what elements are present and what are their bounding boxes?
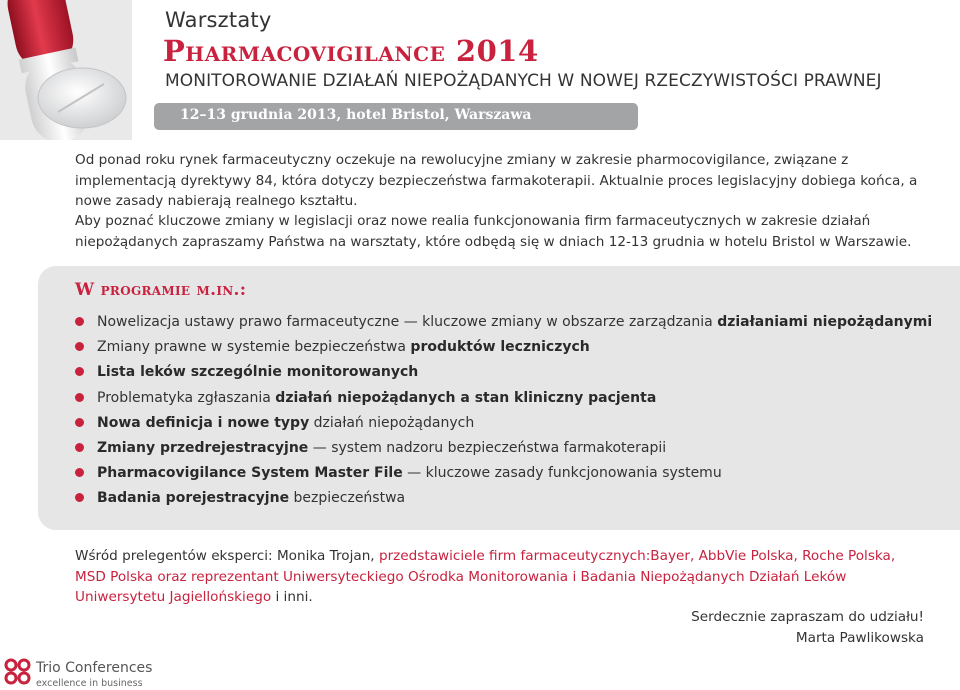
- list-item: [75, 463, 935, 488]
- item-text: bezpieczeństwa: [289, 490, 406, 507]
- list-item: [75, 312, 935, 337]
- speakers-paragraph: [75, 546, 927, 608]
- bullet-icon: [75, 493, 84, 502]
- logo-tagline: excellence in business: [36, 678, 143, 689]
- bullet-icon: [75, 367, 84, 376]
- date-location-bar: [154, 103, 638, 130]
- item-highlight: Nowa definicja i nowe typy: [97, 414, 310, 431]
- bullet-icon: [75, 443, 84, 452]
- program-list: [75, 312, 935, 514]
- item-highlight: Pharmacovigilance System Master File: [97, 465, 403, 482]
- program-heading: W programie m.in.:: [75, 280, 247, 300]
- item-text: — system nadzoru bezpieczeństwa farmakoterapii: [308, 439, 667, 456]
- item-text: działań niepożądanych: [309, 414, 475, 431]
- logo-name: Trio Conferences: [36, 660, 153, 676]
- page-title: Pharmacovigilance 2014: [163, 34, 539, 68]
- bullet-icon: [75, 468, 84, 477]
- trio-logo-mark-icon: [4, 658, 32, 686]
- item-text: Nowelizacja ustawy prawo farmaceutyczne — kluczowe zmiany w obszarze zarządzania: [97, 314, 718, 330]
- item-text: Zmiany prawne w systemie bezpieczeństwa: [97, 339, 411, 356]
- bullet-icon: [75, 418, 84, 427]
- item-highlight: Zmiany przedrejestracyjne: [97, 439, 309, 456]
- list-item: [75, 362, 935, 387]
- capsule-pill-image: [0, 0, 132, 140]
- signature-name: Marta Pawlikowska: [795, 629, 924, 646]
- bullet-icon: [75, 393, 84, 402]
- item-highlight: Badania porejestracyjne: [97, 490, 290, 507]
- bullet-icon: [75, 317, 84, 326]
- date-location-text: 12–13 grudnia 2013, hotel Bristol, Warszawa: [180, 107, 532, 123]
- intro-paragraph-1: Od ponad roku rynek farmaceutyczny oczekuje na rewolucyjne zmiany w zakresie pharmocovigilance, związane z implementacją dyrektywy 84, która dotyczy bezpieczeństwa farmakoterapii. Aktualnie proces legislacyjny dobiega końca, a nowe zasady nabierają realnego kształtu.: [75, 152, 918, 209]
- speakers-tail: i inni.: [271, 589, 313, 605]
- list-item: [75, 337, 935, 362]
- page-subtitle: MONITOROWANIE DZIAŁAŃ NIEPOŻĄDANYCH W NOWEJ RZECZYWISTOŚCI PRAWNEJ: [165, 71, 882, 91]
- list-item: [75, 388, 935, 413]
- list-item: [75, 488, 935, 513]
- speakers-highlight: przedstawiciele firm farmaceutycznych:Bayer, AbbVie Polska, Roche Polska, MSD Polska oraz reprezentant Uniwersyteckiego Ośrodka Monitorowania i Badania Niepożądanych Działań Leków Uniwersytetu Jagiellońskiego: [75, 548, 896, 605]
- list-item: [75, 413, 935, 438]
- list-item: [75, 438, 935, 463]
- closing-signature: [691, 607, 924, 648]
- intro-paragraph-2: Aby poznać kluczowe zmiany w legislacji oraz nowe realia funkcjonowania firm farmaceutycznych w zakresie działań niepożądanych zapraszamy Państwa na warsztaty, które odbędą się w dniach 12-13 grudnia w hotelu Bristol w Warszawie.: [75, 213, 912, 250]
- item-highlight: działań niepożądanych a stan kliniczny pacjenta: [275, 389, 657, 406]
- event-type: Warsztaty: [165, 8, 272, 32]
- speakers-lead: Wśród prelegentów eksperci: Monika Trojan,: [75, 548, 379, 564]
- closing-invitation: Serdecznie zapraszam do udziału!: [691, 609, 924, 625]
- bullet-icon: [75, 342, 84, 351]
- item-text: Problematyka zgłaszania: [97, 389, 276, 406]
- item-highlight: Lista leków szczególnie monitorowanych: [97, 364, 419, 381]
- item-highlight: produktów leczniczych: [410, 339, 590, 356]
- item-text: — kluczowe zasady funkcjonowania systemu: [402, 465, 722, 482]
- item-highlight: działaniami niepożądanymi: [717, 314, 933, 330]
- company-logo: [4, 658, 164, 688]
